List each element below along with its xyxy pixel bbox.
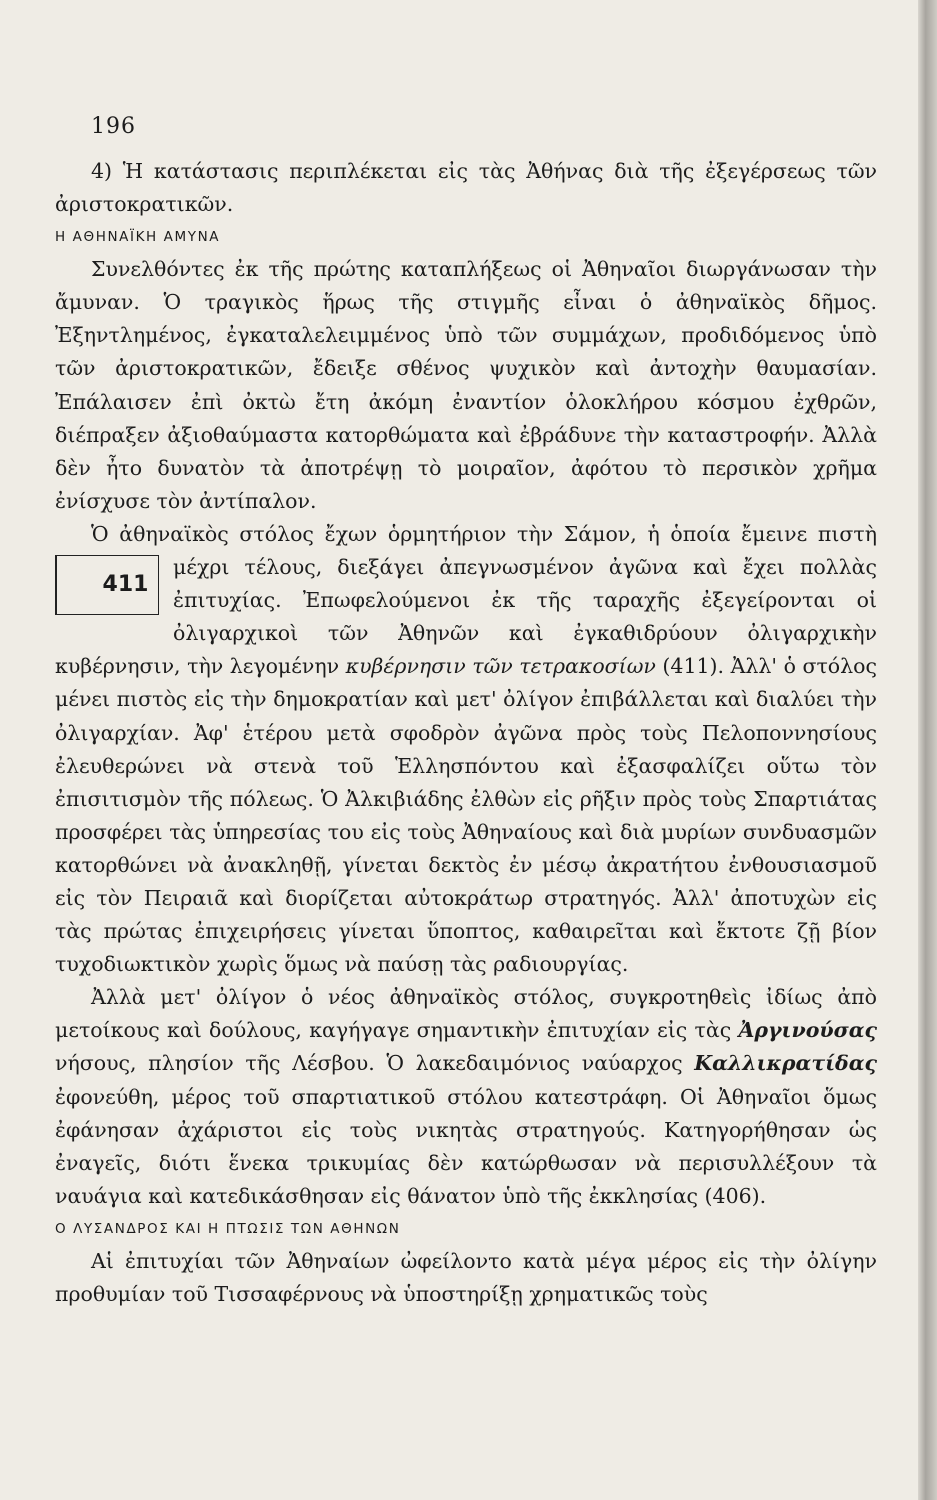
- section-heading-lysander: Ο ΛΥΣΑΝΔΡΟΣ ΚΑΙ Η ΠΤΩΣΙΣ ΤΩΝ ΑΘΗΝΩΝ: [55, 1220, 401, 1237]
- page-number: 196: [91, 114, 136, 139]
- paragraph-fleet-text-b: (411). Ἀλλ' ὁ στόλος μένει πιστὸς εἰς τὴν δημοκρατίαν καὶ μετ' ὀλίγον ἐπιβάλλεται καὶ διαλύει τὴν ὀλιγαρχίαν. Ἀφ' ἑτέρου μετὰ σφοδρὸν ἀγῶνα πρὸς τοὺς Πελοποννησίους ἐλευθερώνει νὰ στενὰ τοῦ Ἑλλησπόντου καὶ ἐξασφαλίζει οὕτω τὸν ἐπισιτισμὸν τῆς πόλεως. Ὁ Ἀλκιβιάδης ἐλθὼν εἰς ρῆξιν πρὸς τοὺς Σπαρτιάτας προσφέρει τὰς ὑπηρεσίας του εἰς τοὺς Ἀθηναίους καὶ διὰ μυρίων συνδυασμῶν κατορθώνει νὰ ἀνακληθῇ, γίνεται δεκτὸς ἐν μέσῳ ἀκρατήτου ἐνθουσιασμοῦ εἰς τὸν Πειραιᾶ καὶ διορίζεται αὐτοκράτωρ στρατηγός. Ἀλλ' ἀποτυχὼν εἰς τὰς πρώτας ἐπιχειρήσεις γίνεται ὕποπτος, καθαιρεῖται καὶ ἔκτοτε ζῇ βίον τυχοδιωκτικὸν χωρὶς ὅμως νὰ παύσῃ τὰς ραδιουργίας.: [55, 654, 877, 977]
- paragraph-fleet-italic: κυβέρνησιν τῶν τετρακοσίων: [345, 654, 656, 679]
- paragraph-fleet-text-a: ἐπιτυχίας. Ἐπωφελούμενοι ἐκ τῆς ταραχῆς ἐξεγείρονται οἱ ὀλιγαρχικοὶ τῶν Ἀθηνῶν καὶ ἐγκαθιδρύουν ὀλιγαρχικὴν κυβέρνησιν, τὴν λεγομένην: [55, 588, 877, 679]
- paragraph-athenian-defense: Συνελθόντες ἐκ τῆς πρώτης καταπλήξεως οἱ Ἀθηναῖοι διωργάνωσαν τὴν ἄμυναν. Ὁ τραγικὸς ἥρως τῆς στιγμῆς εἶναι ὁ ἀθηναϊκὸς δῆμος. Ἐξηντλημένος, ἐγκαταλελειμμένος ὑπὸ τῶν συμμάχων, προδιδόμενος ὑπὸ τῶν ἀριστοκρατικῶν, ἔδειξε σθένος ψυχικὸν καὶ ἀντοχὴν θαυμασίαν. Ἐπάλαισεν ἐπὶ ὀκτὼ ἔτη ἀκόμη ἐναντίον ὁλοκλήρου κόσμου ἐχθρῶν, διέπραξεν ἀξιοθαύμαστα κατορθώματα καὶ ἐβράδυνε τὴν καταστροφήν. Ἀλλὰ δὲν ἦτο δυνατὸν τὰ ἀποτρέψῃ τὸ μοιραῖον, ἀφότου τὸ περσικὸν χρῆμα ἐνίσχυσε τὸν ἀντίπαλον.: [55, 257, 877, 513]
- section-heading-athenian-defense: Η ΑΘΗΝΑΪΚΗ ΑΜΥΝΑ: [55, 229, 221, 246]
- paragraph-new-fleet: [55, 981, 877, 1213]
- paragraph-item-4: 4) Ἡ κατάστασις περιπλέκεται εἰς τὰς Ἀθήνας διὰ τῆς ἐξεγέρσεως τῶν ἀριστοκρατικῶν.: [55, 159, 877, 217]
- term-kallikratidas: Καλλικρατίδας: [694, 1051, 877, 1076]
- page-edge-shadow: [918, 0, 937, 1500]
- paragraph-new-fleet-text-b: νήσους, πλησίον τῆς Λέσβου. Ὁ λακεδαιμόνιος ναύαρχος: [55, 1051, 683, 1076]
- marginal-year-box: 411: [55, 555, 159, 615]
- paragraph-new-fleet-text-c: ἐφονεύθη, μέρος τοῦ σπαρτιατικοῦ στόλου κατεστράφη. Οἱ Ἀθηναῖοι ὅμως ἐφάνησαν ἀχάριστοι εἰς τοὺς νικητὰς στρατηγούς. Κατηγορήθησαν ὡς ἐναγεῖς, διότι ἕνεκα τρικυμίας δὲν κατώρθωσαν νὰ περισυλλέξουν τὰ ναυάγια καὶ κατεδικάσθησαν εἰς θάνατον ὑπὸ τῆς ἐκκλησίας (406).: [55, 1084, 877, 1208]
- paragraph-fleet: [55, 518, 877, 981]
- term-arginousai: Ἀργινούσας: [738, 1018, 877, 1043]
- paragraph-lysander: Αἱ ἐπιτυχίαι τῶν Ἀθηναίων ὠφείλοντο κατὰ μέγα μέρος εἰς τὴν ὀλίγην προθυμίαν τοῦ Τισσαφέρνους νὰ ὑποστηρίξῃ χρηματικῶς τοὺς: [55, 1248, 877, 1306]
- paragraph-new-fleet-text-a: Ἀλλὰ μετ' ὀλίγον ὁ νέος ἀθηναϊκὸς στόλος, συγκροτηθεὶς ἰδίως ἀπὸ μετοίκους καὶ δούλους, καγήγαγε σημαντικὴν ἐπιτυχίαν εἰς τὰς: [55, 985, 877, 1043]
- paragraph-fleet-start: Ὁ ἀθηναϊκὸς στόλος ἔχων ὁρμητήριον τὴν Σάμον, ἡ ὁποία ἔμεινε πιστὴ μέχρι τέλους, διεξάγει ἀπεγνωσμένον ἀγῶνα καὶ ἔχει πολλὰς: [91, 521, 877, 580]
- page-text: [55, 155, 877, 1311]
